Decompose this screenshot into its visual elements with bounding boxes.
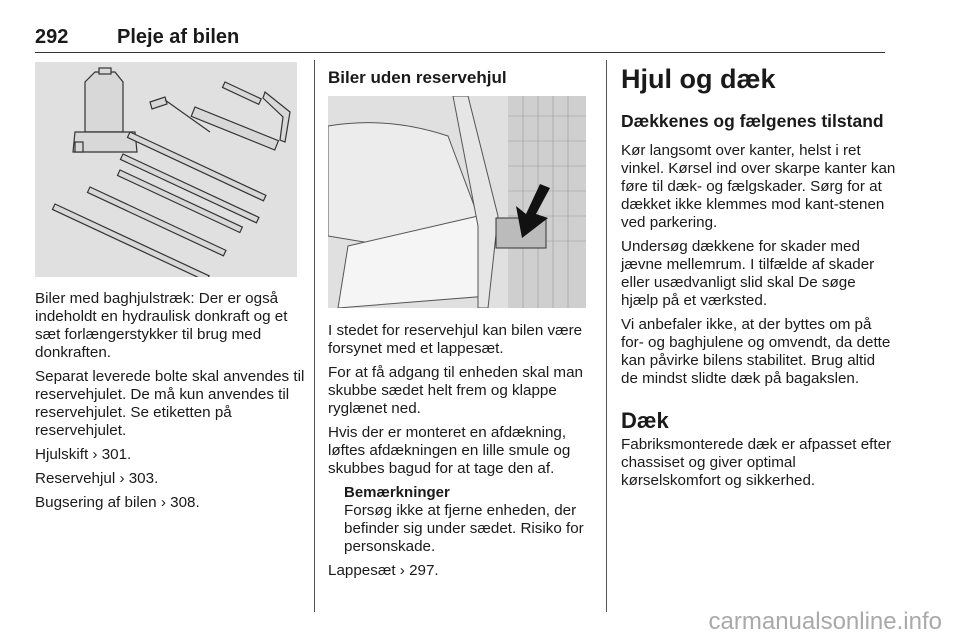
watermark: carmanualsonline.info [708,608,942,635]
page-title: Pleje af bilen [117,26,240,48]
jack-tools-illustration [35,62,297,277]
page-number: 292 [35,26,69,48]
jack-tools-drawing [35,62,297,277]
paragraph: Vi anbefaler ikke, at der byttes om på for- og baghjulene og omvendt, da dette kan påvirke bilens stabilitet. Brug altid de mindst slidte dæk på bagakslen. [621,316,891,387]
cross-reference[interactable]: Lappesæt › 297. [328,562,439,579]
page-ref-arrow-icon: › [119,470,125,487]
seat-compartment-illustration [328,96,586,308]
paragraph: Fabriksmonterede dæk er afpasset efter chassiset og giver optimal kørselskomfort og sikkerhed. [621,436,892,489]
paragraph: Biler med baghjulstræk: Der er også indeholdt en hydraulisk donkraft og et sæt forlængerstykker til brug med donkraften. [35,290,288,361]
page-header [35,22,885,53]
note-title: Bemærkninger [344,484,450,501]
column-2-text [328,322,598,586]
column-divider [606,60,607,612]
paragraph: I stedet for reservehjul kan bilen være forsynet med et lappesæt. [328,322,583,357]
cross-reference[interactable]: Reservehjul › 303. [35,470,159,487]
section-heading: Hjul og dæk [621,64,776,94]
section-heading: Dæk [621,408,669,433]
section-heading: Biler uden reservehjul [328,68,507,87]
column-divider [314,60,315,612]
page-ref-arrow-icon: › [399,562,405,579]
column-3-text [621,64,896,496]
note-text: Forsøg ikke at fjerne enheden, der befinder sig under sædet. Risiko for personskade. [344,502,584,555]
paragraph: Separat leverede bolte skal anvendes til reservehjulet. De må kun anvendes til reservehjulet. Se etiketten på reservehjulet. [35,368,305,439]
seat-drawing [328,96,586,308]
cross-reference[interactable]: Hjulskift › 301. [35,446,132,463]
paragraph: Undersøg dækkene for skader med jævne mellemrum. I tilfælde af skader eller usædvanligt slid skal De søge hjælp på et værksted. [621,238,875,309]
paragraph: For at få adgang til enheden skal man skubbe sædet helt frem og klappe ryglænet ned. [328,364,583,417]
page-ref-arrow-icon: › [160,494,166,511]
page-ref-arrow-icon: › [92,446,98,463]
note-box [328,484,598,556]
cross-reference[interactable]: Bugsering af bilen › 308. [35,494,200,511]
paragraph: Kør langsomt over kanter, helst i ret vinkel. Kørsel ind over skarpe kanter kan føre til dæk- og fælgskader. Sørg for at dækket ikke klemmes mod kant-stenen ved parkering. [621,142,896,231]
paragraph: Hvis der er monteret en afdækning, løftes afdækningen en lille smule og skubbes bagud for at tage den af. [328,424,571,477]
column-1-text [35,290,305,518]
subsection-heading: Dækkenes og fælgenes tilstand [621,111,884,131]
column-2-heading [328,68,593,88]
